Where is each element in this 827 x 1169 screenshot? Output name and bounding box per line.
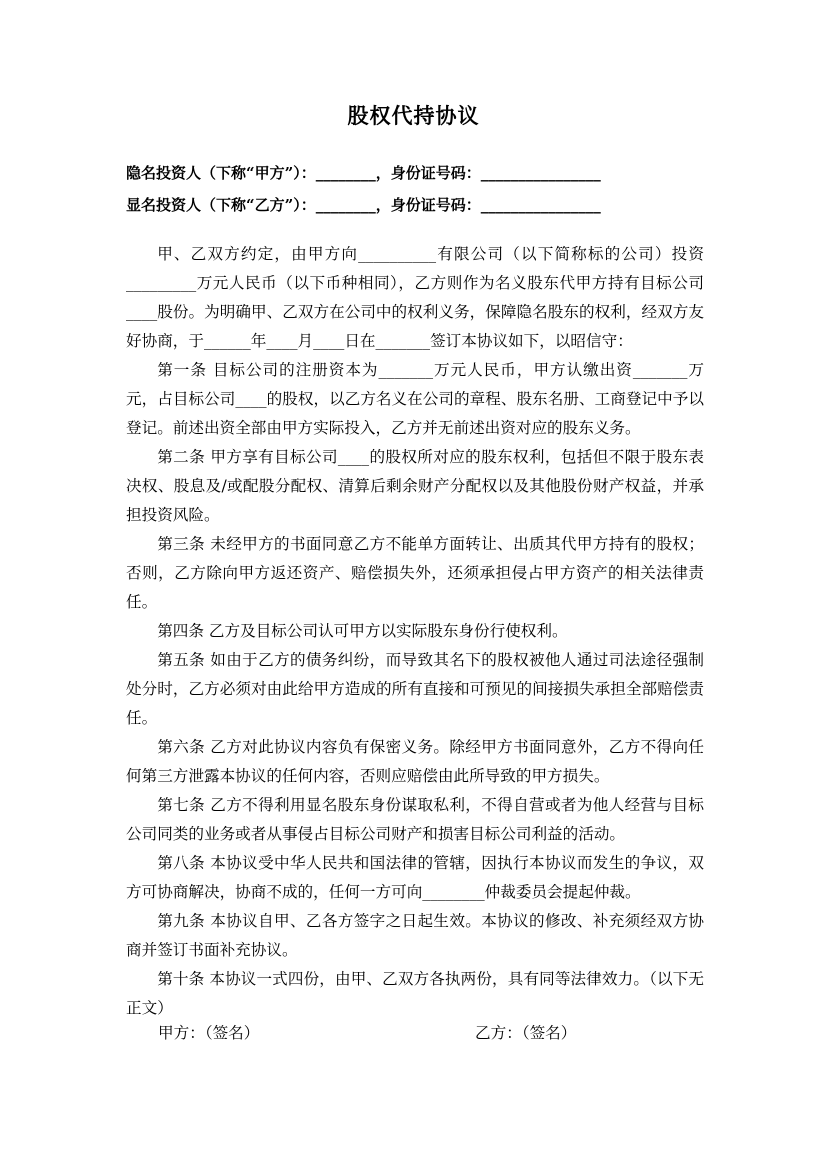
article-8: 第八条 本协议受中华人民共和国法律的管辖，因执行本协议而发生的争议，双方可协商解决，协商不成的，任何一方可向________仲裁委员会提起仲裁。 <box>126 854 704 901</box>
article-2: 第二条 甲方享有目标公司____的股权所对应的股东权利，包括但不限于股东表决权、股息及/或配股分配权、清算后剩余财产分配权以及其他股份财产权益，并承担投资风险。 <box>126 448 704 524</box>
party-b-line <box>126 192 746 224</box>
article-4: 第四条 乙方及目标公司认可甲方以实际股东身份行使权利。 <box>157 622 568 640</box>
article-9: 第九条 本协议自甲、乙各方签字之日起生效。本协议的修改、补充须经双方协商并签订书面补充协议。 <box>126 912 704 959</box>
document-title: 股权代持协议 <box>347 103 480 128</box>
party-a-signature: 甲方：（签名） <box>158 1024 260 1042</box>
preamble-paragraph: 甲、乙双方约定，由甲方向__________有限公司（以下简称标的公司）投资_________万元人民币（以下币种相同），乙方则作为名义股东代甲方持有目标公司____股份。为明确甲、乙双方在公司中的权利义务，保障隐名股东的权利，经双方友好协商，于______年____月____日在_______签订本协议如下，以昭信守： <box>126 245 704 350</box>
party-info <box>126 160 746 224</box>
party-b-signature: 乙方：（签名） <box>475 1024 577 1042</box>
agreement-body <box>126 240 704 1023</box>
article-5: 第五条 如由于乙方的债务纠纷，而导致其名下的股权被他人通过司法途径强制处分时，乙方必须对由此给甲方造成的所有直接和可预见的间接损失承担全部赔偿责任。 <box>126 651 704 727</box>
party-a-line <box>126 160 746 192</box>
signature-area <box>158 1018 718 1048</box>
party-a-text: 隐名投资人（下称“甲方”）：________，身份证号码：________________ <box>126 164 601 182</box>
article-3: 第三条 未经甲方的书面同意乙方不能单方面转让、出质其代甲方持有的股权；否则，乙方除向甲方返还资产、赔偿损失外，还须承担侵占甲方资产的相关法律责任。 <box>126 535 704 611</box>
article-1: 第一条 目标公司的注册资本为_______万元人民币，甲方认缴出资_______万元，占目标公司____的股权，以乙方名义在公司的章程、股东名册、工商登记中予以登记。前述出资全部由甲方实际投入，乙方并无前述出资对应的股东义务。 <box>126 361 704 437</box>
article-10: 第十条 本协议一式四份，由甲、乙双方各执两份，具有同等法律效力。（以下无正文） <box>126 970 704 1017</box>
article-7: 第七条 乙方不得利用显名股东身份谋取私利，不得自营或者为他人经营与目标公司同类的业务或者从事侵占目标公司财产和损害目标公司利益的活动。 <box>126 796 704 843</box>
party-b-text: 显名投资人（下称“乙方”）：________，身份证号码：________________ <box>126 196 601 214</box>
article-6: 第六条 乙方对此协议内容负有保密义务。除经甲方书面同意外，乙方不得向任何第三方泄露本协议的任何内容，否则应赔偿由此所导致的甲方损失。 <box>126 738 704 785</box>
